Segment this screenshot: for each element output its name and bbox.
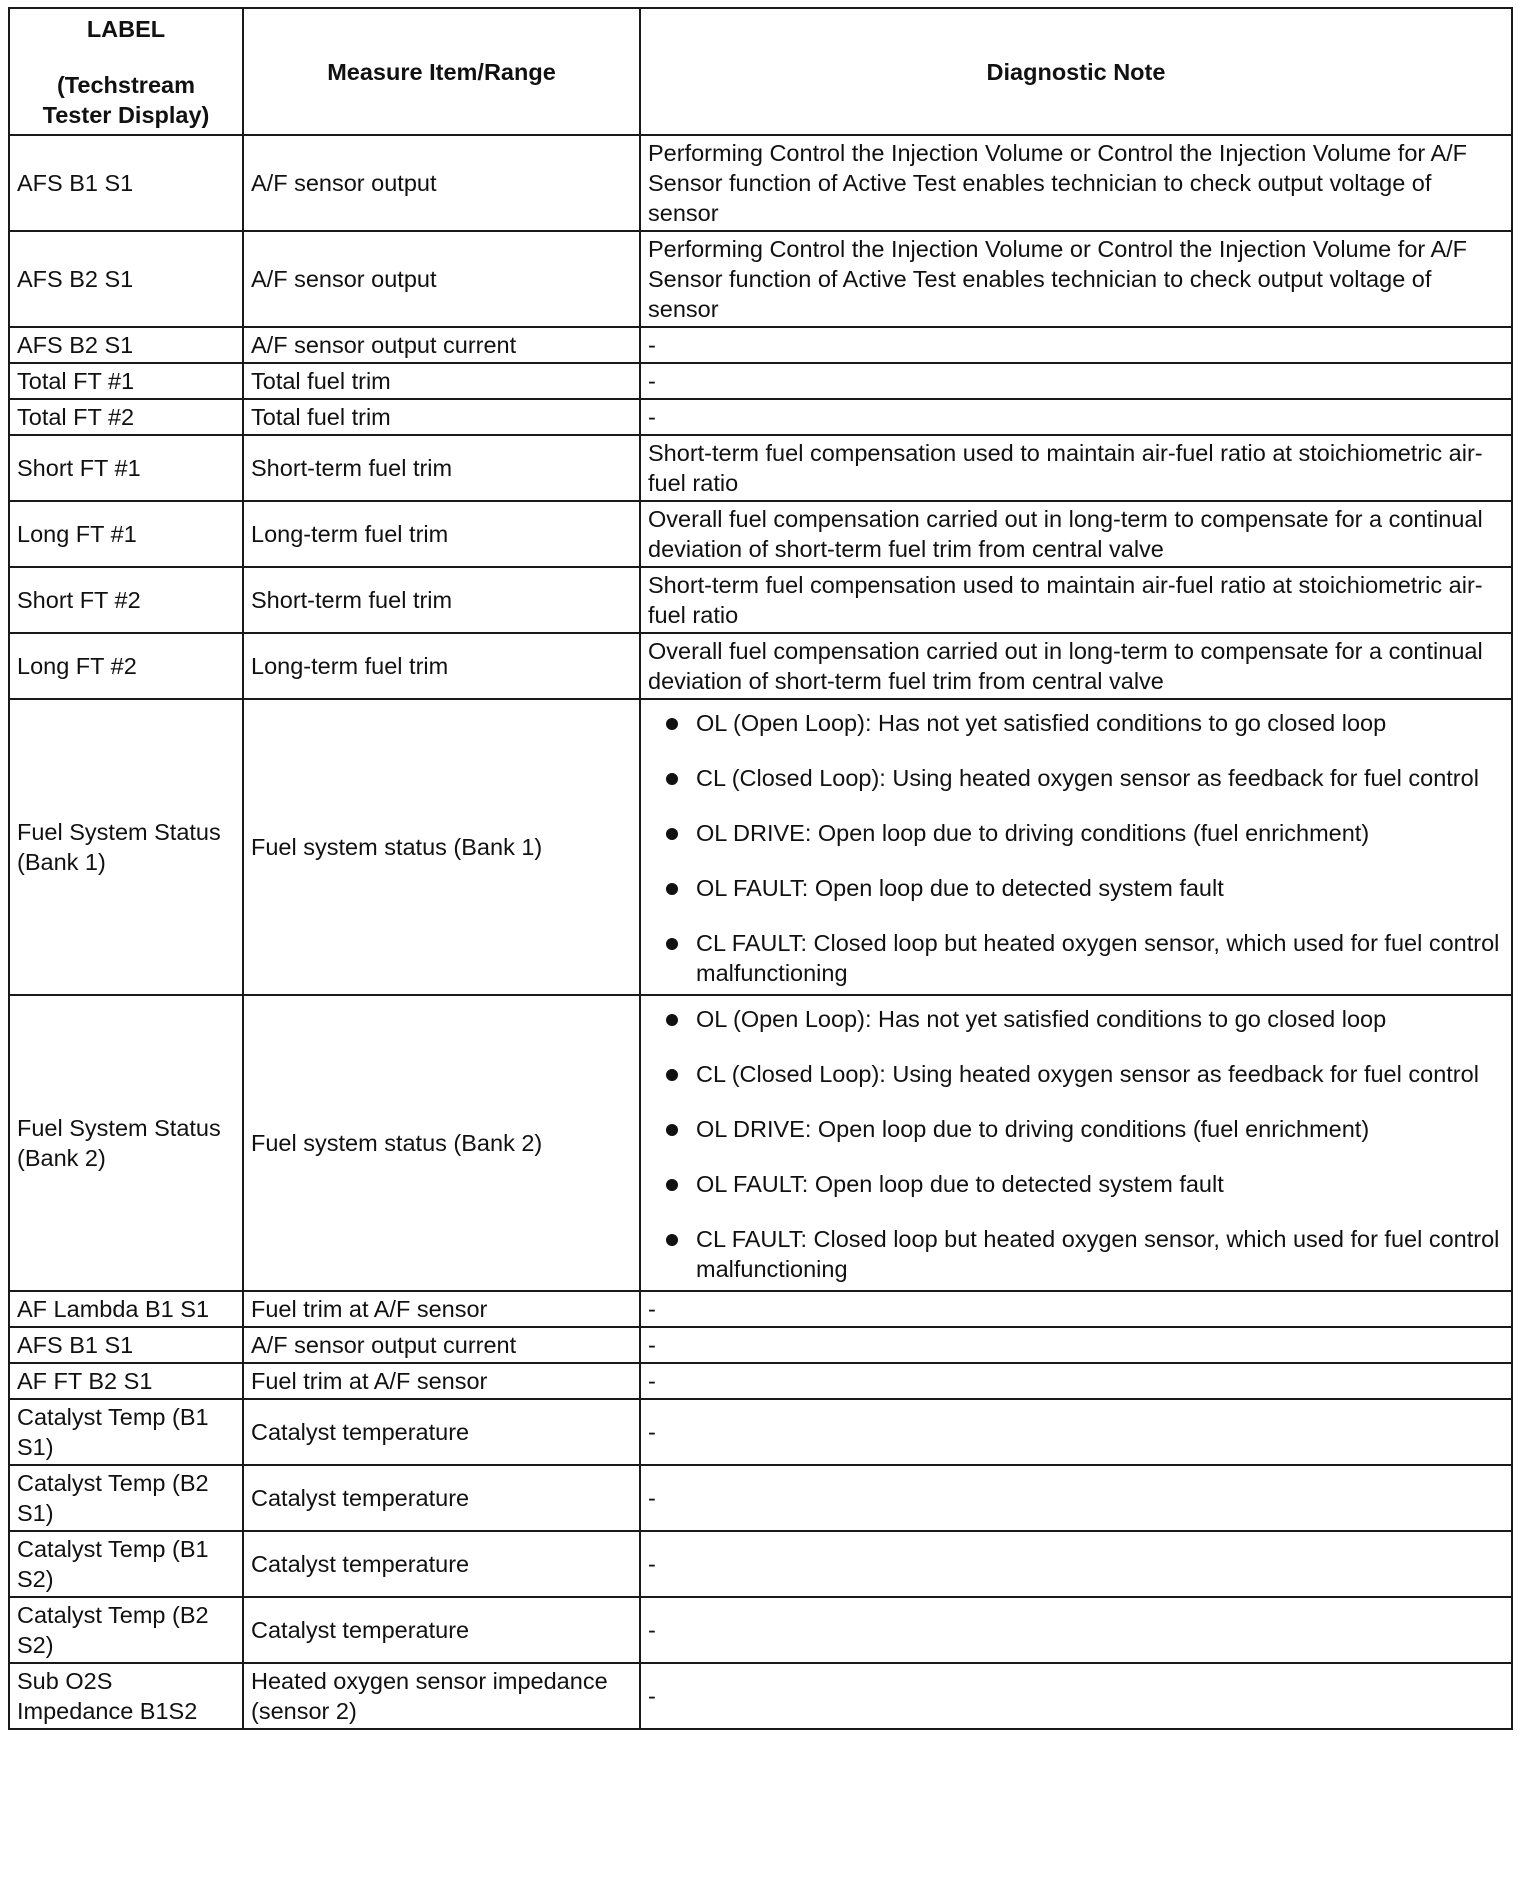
- row-label: Long FT #1: [9, 501, 243, 567]
- table-row: [9, 1531, 1512, 1597]
- row-note: -: [640, 1363, 1512, 1399]
- table-row: [9, 699, 1512, 995]
- status-bullet-item: [648, 1114, 1504, 1144]
- bullet-dot-icon: [666, 1069, 678, 1081]
- row-measure: A/F sensor output current: [243, 327, 640, 363]
- row-measure: Long-term fuel trim: [243, 633, 640, 699]
- header-label-line: (Techstream: [56, 71, 195, 98]
- header-measure: Measure Item/Range: [243, 8, 640, 135]
- status-bullet-item: [648, 1059, 1504, 1089]
- table-row: [9, 501, 1512, 567]
- diagnostic-data-table: [8, 7, 1513, 1730]
- row-note: Overall fuel compensation carried out in long-term to compensate for a continual deviation of short-term fuel trim from central valve: [640, 633, 1512, 699]
- bullet-dot-icon: [666, 1014, 678, 1026]
- row-label: Short FT #1: [9, 435, 243, 501]
- table-row: [9, 995, 1512, 1291]
- row-label: AFS B2 S1: [9, 327, 243, 363]
- bullet-text: OL FAULT: Open loop due to detected system fault: [696, 1171, 1224, 1197]
- row-measure: Catalyst temperature: [243, 1597, 640, 1663]
- row-measure: Fuel system status (Bank 1): [243, 699, 640, 995]
- row-note: Short-term fuel compensation used to maintain air-fuel ratio at stoichiometric air-fuel ratio: [640, 567, 1512, 633]
- bullet-dot-icon: [666, 883, 678, 895]
- table-row: [9, 435, 1512, 501]
- table-row: [9, 327, 1512, 363]
- row-note: -: [640, 1399, 1512, 1465]
- row-note: Performing Control the Injection Volume or Control the Injection Volume for A/F Sensor function of Active Test enables technician to check output voltage of sensor: [640, 135, 1512, 231]
- row-label: Total FT #1: [9, 363, 243, 399]
- bullet-text: OL DRIVE: Open loop due to driving conditions (fuel enrichment): [696, 820, 1370, 846]
- status-bullet-item: [648, 708, 1504, 738]
- row-label: AFS B2 S1: [9, 231, 243, 327]
- row-label: Catalyst Temp (B1 S1): [9, 1399, 243, 1465]
- table-row: [9, 567, 1512, 633]
- row-label: Catalyst Temp (B2 S1): [9, 1465, 243, 1531]
- table-row: [9, 1363, 1512, 1399]
- row-note: Overall fuel compensation carried out in long-term to compensate for a continual deviation of short-term fuel trim from central valve: [640, 501, 1512, 567]
- row-label: Fuel System Status (Bank 2): [9, 995, 243, 1291]
- row-note: -: [640, 1663, 1512, 1729]
- row-note: -: [640, 363, 1512, 399]
- header-row: [9, 8, 1512, 135]
- status-bullet-item: [648, 1224, 1504, 1284]
- status-bullet-item: [648, 818, 1504, 848]
- header-label: [9, 8, 243, 135]
- row-label: AFS B1 S1: [9, 135, 243, 231]
- table-row: [9, 1291, 1512, 1327]
- bullet-text: OL FAULT: Open loop due to detected system fault: [696, 875, 1224, 901]
- table-row: [9, 1663, 1512, 1729]
- row-measure: Fuel trim at A/F sensor: [243, 1291, 640, 1327]
- row-measure: Short-term fuel trim: [243, 435, 640, 501]
- row-note: -: [640, 1465, 1512, 1531]
- row-note: -: [640, 1327, 1512, 1363]
- bullet-dot-icon: [666, 1179, 678, 1191]
- header-label-line: LABEL: [86, 15, 166, 42]
- row-measure: A/F sensor output: [243, 231, 640, 327]
- row-label: AF Lambda B1 S1: [9, 1291, 243, 1327]
- row-note: -: [640, 1597, 1512, 1663]
- bullet-text: CL FAULT: Closed loop but heated oxygen sensor, which used for fuel control malfunctioning: [696, 1226, 1500, 1282]
- bullet-dot-icon: [666, 938, 678, 950]
- table-row: [9, 1327, 1512, 1363]
- row-label: Total FT #2: [9, 399, 243, 435]
- table-row: [9, 399, 1512, 435]
- table-row: [9, 1597, 1512, 1663]
- row-measure: Heated oxygen sensor impedance (sensor 2): [243, 1663, 640, 1729]
- row-measure: Catalyst temperature: [243, 1531, 640, 1597]
- row-measure: Fuel trim at A/F sensor: [243, 1363, 640, 1399]
- bullet-dot-icon: [666, 773, 678, 785]
- row-label: Catalyst Temp (B2 S2): [9, 1597, 243, 1663]
- status-bullet-item: [648, 1004, 1504, 1034]
- row-measure: Total fuel trim: [243, 363, 640, 399]
- table-header: [9, 8, 1512, 135]
- status-bullet-list: [648, 998, 1504, 1288]
- row-note: -: [640, 1531, 1512, 1597]
- table-row: [9, 1399, 1512, 1465]
- row-measure: A/F sensor output current: [243, 1327, 640, 1363]
- header-label-gap: [16, 44, 236, 70]
- row-label: Catalyst Temp (B1 S2): [9, 1531, 243, 1597]
- row-measure: Catalyst temperature: [243, 1399, 640, 1465]
- bullet-dot-icon: [666, 1124, 678, 1136]
- header-label-line: Tester Display): [42, 101, 210, 128]
- row-measure: Short-term fuel trim: [243, 567, 640, 633]
- row-note: Short-term fuel compensation used to maintain air-fuel ratio at stoichiometric air-fuel ratio: [640, 435, 1512, 501]
- table-body: [9, 135, 1512, 1729]
- row-measure: A/F sensor output: [243, 135, 640, 231]
- row-measure: Fuel system status (Bank 2): [243, 995, 640, 1291]
- row-note: -: [640, 327, 1512, 363]
- bullet-dot-icon: [666, 1234, 678, 1246]
- status-bullet-item: [648, 1169, 1504, 1199]
- bullet-dot-icon: [666, 718, 678, 730]
- bullet-text: CL (Closed Loop): Using heated oxygen sensor as feedback for fuel control: [696, 765, 1479, 791]
- bullet-text: CL (Closed Loop): Using heated oxygen sensor as feedback for fuel control: [696, 1061, 1479, 1087]
- row-note: [640, 995, 1512, 1291]
- status-bullet-item: [648, 928, 1504, 988]
- row-note: -: [640, 399, 1512, 435]
- row-label: Short FT #2: [9, 567, 243, 633]
- row-measure: Catalyst temperature: [243, 1465, 640, 1531]
- status-bullet-list: [648, 702, 1504, 992]
- table-row: [9, 1465, 1512, 1531]
- row-label: Long FT #2: [9, 633, 243, 699]
- row-note: [640, 699, 1512, 995]
- bullet-text: CL FAULT: Closed loop but heated oxygen sensor, which used for fuel control malfunctioning: [696, 930, 1500, 986]
- row-label: Sub O2S Impedance B1S2: [9, 1663, 243, 1729]
- status-bullet-item: [648, 763, 1504, 793]
- bullet-text: OL (Open Loop): Has not yet satisfied conditions to go closed loop: [696, 710, 1387, 736]
- bullet-text: OL (Open Loop): Has not yet satisfied conditions to go closed loop: [696, 1006, 1387, 1032]
- row-note: Performing Control the Injection Volume or Control the Injection Volume for A/F Sensor function of Active Test enables technician to check output voltage of sensor: [640, 231, 1512, 327]
- header-note: Diagnostic Note: [640, 8, 1512, 135]
- row-label: Fuel System Status (Bank 1): [9, 699, 243, 995]
- table-row: [9, 363, 1512, 399]
- row-measure: Total fuel trim: [243, 399, 640, 435]
- row-note: -: [640, 1291, 1512, 1327]
- bullet-dot-icon: [666, 828, 678, 840]
- row-measure: Long-term fuel trim: [243, 501, 640, 567]
- table-row: [9, 231, 1512, 327]
- row-label: AFS B1 S1: [9, 1327, 243, 1363]
- table-row: [9, 135, 1512, 231]
- status-bullet-item: [648, 873, 1504, 903]
- table-row: [9, 633, 1512, 699]
- bullet-text: OL DRIVE: Open loop due to driving conditions (fuel enrichment): [696, 1116, 1370, 1142]
- row-label: AF FT B2 S1: [9, 1363, 243, 1399]
